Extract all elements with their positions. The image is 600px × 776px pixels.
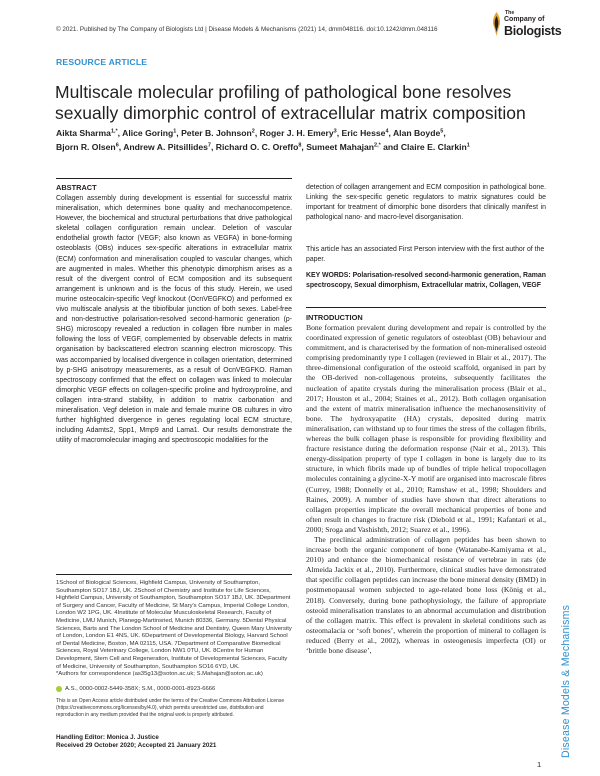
logo-mark-icon [490,11,503,37]
introduction-paragraph: Bone formation prevalent during development and repair is controlled by the coordinated expression of genetic regulators of osteoblast (OB) behaviour and commitment, and is characterised by the formation of non-mineralised osteoid comprising predominantly type I collagen (reviewed in Blair et al., 2017). The three-dimensional configuration of the osteoid scaffold, organised in part by the OB-derived non-collagenous proteins, subsequently facilitates the nucleation of apatite crystals during the mineralisation process (Blair et al., 2017; Houston et al., 2004; Staines et al., 2012). Both collagen organisation and the extent of matrix mineralisation influence the mechanosensitivity of bone. The hydroxyapatite (HA) crystals, deposited during matrix mineralisation, can withstand up to four times the stress of the collagen fibrils, whereas the bulk collagen phase is responsible for providing flexibility and fracture resistance during the deformation response (Nair et al., 2013). This energy-dissipation property of type I collagen in bone is largely due to its structure, in which fibrils made up of bundles of triple helical tropocollagen molecules containing a glycine-X-Y motif are organised into macroscale fibres (Currey, 1988; Donnelly et al., 2010; Ramshaw et al., 1998; Shoulders and Raines, 2009). A number of studies have shown that direct alterations to collagen properties implicate the overall mechanical properties of bone and often result in changes to fracture risk (Diebold et al., 1991; Kafantari et al., 2000; Sroga and Vashishth, 2012; Suarez et al., 1996). [306,323,546,534]
author[interactable]: Richard O. C. Oreffo$^8$ [215,141,302,152]
footnote-rule [56,574,292,575]
journal-side-tab: Disease Models & Mechanisms [560,604,572,758]
intro-top-rule [306,307,546,308]
author[interactable]: Claire E. Clarkin$^1$ [400,141,470,152]
correspondence: *Authors for correspondence (as35g13@soton.ac.uk; S.Mahajan@soton.ac.uk) [56,671,263,677]
abstract-text-right: detection of collagen arrangement and ECM composition in pathological bone. Linking the sex-specific genetic regulators to matrix signatures could be important for treatment of dimorphic bone disorders that clinically manifest in pathological nano- and macro-level disorganisation. [306,184,546,222]
affiliations: 1School of Biological Sciences, Highfield Campus, University of Southampton, Southampton SO17 1BJ, UK. 2School of Chemistry and Institute for Life Sciences, Highfield Campus, University of Southampton, Southampton SO17 1BJ, UK. 3Department of Surgery and Cancer, Faculty of Medicine, St Mary's Campus, Imperial College London, London W2 1PG, UK. 4Institute of Molecular Musculoskeletal Research, Faculty of Medicine, LMU Munich, Planegg-Martinsried, Munich 80336, Germany. 5Dental Physical Sciences, Barts and The London School of Medicine and Dentistry, Queen Mary University of London, London E1 4NS, UK. 6Department of Developmental Biology, Harvard School of Dental Medicine, Boston, MA 02115, USA. 7Department of Comparative Biomedical Sciences, Royal Veterinary College, London NW1 0TU, UK. 8Centre for Human Development, Stem Cell and Regeneration, Institute of Developmental Sciences, Faculty of Medicine, University of Southampton, Southampton SO16 6YD, UK. [56,580,292,670]
introduction-paragraph: The preclinical administration of collagen peptides has been shown to increase both the organic component of bone (Watanabe-Kamiyama et al., 2010) and enhance the biomechanical resistance of vertebrae in rats (de Almeida Jackix et al., 2010). Furthermore, clinical studies have demonstrated that specific collagen peptides can increase the bone mineral density (BMD) in postmenopausal women subjected to age-related bone loss (König et al., 2018). Conversely, during bone pathophysiology, the failure of appropriate osteoid mineralisation translates to an abnormal accumulation and distribution of the collagen matrix. This effect is prevalent in skeletal conditions such as osteomalacia or ‘soft bones’, wherein the proportion of mineral to collagen is reduced (Berry et al., 2002), whereas in osteogenesis imperfecta (OI) or ‘brittle bone disease’, [306,534,546,655]
abstract-heading: ABSTRACT [56,183,97,192]
author-list: Aikta Sharma$^{1,*}$, Alice Goring$^1$, Peter B. Johnson$^2$, Roger J. H. Emery$^3$, Eric Hesse$^4$, Alan Boyde$^5$, Bjorn R. Olsen$^6$, Andrew A. Pitsillides$^7$, Richard O. C. Oreffo$^8$, Sumeet Mahajan$^{2,*}$ and Claire E. Clarkin$^1$ [56,128,470,152]
introduction-heading: INTRODUCTION [306,313,363,322]
author[interactable]: Peter B. Johnson$^2$ [181,128,255,138]
editor-info [56,734,292,751]
logo-text-the: The [505,10,515,16]
keywords: KEY WORDS: Polarisation-resolved second-harmonic generation, Raman spectroscopy, Sexual dimorphism, Extracellular matrix, Collagen, VEGF [306,272,546,290]
abstract-text-left: Collagen assembly during development is essential for successful matrix mineralisation, which determines bone quality and mechanocompetence. However, the biochemical and structural perturbations that drive pathological skeletal collagen configuration remain unclear. Deletion of vascular endothelial growth factor (VEGF; also known as VEGFA) in bone-forming osteoblasts (OBs) induces sex-specific alterations in extracellular matrix (ECM) conformation and mineralisation coupled to vascular changes, which are augmented in males. Whether this phenotypic dimorphism arises as a result of the divergent control of ECM composition and its subsequent arrangement is unknown and is the focus of this study. Herein, we used murine osteocalcin-specific Vegf knockout (OcnVEGFKO) and performed ex vivo multiscale analysis at the tibiofibular junction of both sexes. Label-free and non-destructive polarisation-resolved second-harmonic generation (p-SHG) microscopy revealed a reduction in collagen fibre number in males following the loss of VEGF, complemented by observable defects in matrix organisation by backscattered electron scanning electron microscopy. This was accompanied by localised divergence in collagen orientation, determined by p-SHG anisotropy measurements, as a result of OcnVEGFKO. Raman spectroscopy confirmed that the effect on collagen was linked to molecular dimorphic VEGF effects on collagen-specific proline and hydroxyproline, and collagen intra-strand stability, in addition to matrix carbonation and mineralisation. Vegf deletion in male and female murine OB cultures in vitro further highlighted divergence in genes regulating local ECM structure, including Adamts2, Spp1, Mmp9 and Lama1. Our results demonstrate the utility of macromolecular imaging and spectroscopic modalities for the [56,195,292,445]
introduction-text [306,323,546,656]
logo-text-biologists: Biologists [504,24,562,38]
author[interactable]: Alan Boyde$^5$ [392,128,444,138]
author[interactable]: Alice Goring$^1$ [122,128,177,138]
page-number: 1 [537,760,542,769]
author[interactable]: Roger J. H. Emery$^3$ [259,128,337,138]
handling-editor: Handling Editor: Monica J. Justice [56,734,159,741]
author[interactable]: Bjorn R. Olsen$^6$ [56,141,119,152]
author[interactable]: Sumeet Mahajan$^{2,*}$ [306,141,381,152]
orcid-icon[interactable] [56,686,62,692]
author-conjunction: and [383,141,399,152]
author[interactable]: Aikta Sharma$^{1,*}$ [56,128,118,138]
journal-header: © 2021. Published by The Company of Biologists Ltd | Disease Models & Mechanisms (2021) 14, dmm048116. doi:10.1242/dmm.048116 [56,26,438,33]
first-person-note: This article has an associated First Person interview with the first author of the paper. [306,246,545,264]
abstract-top-rule [56,178,292,179]
orcid-ids[interactable]: A.S., 0000-0002-5449-358X; S.M., 0000-0001-8923-6666 [65,686,216,692]
orcid-row [56,686,292,692]
author[interactable]: Eric Hesse$^4$ [341,128,389,138]
license-text: This is an Open Access article distributed under the terms of the Creative Commons Attribution License (https://creativecommons.org/licenses/by/4.0), which permits unrestricted use, distribution and reproduction in any medium provided that the original work is properly attributed. [56,698,285,718]
article-type: RESOURCE ARTICLE [56,57,148,67]
received-accepted-dates: Received 29 October 2020; Accepted 21 January 2021 [56,742,217,750]
author[interactable]: Andrew A. Pitsillides$^7$ [123,141,211,152]
publisher-logo[interactable] [490,9,562,43]
article-title: Multiscale molecular profiling of pathological bone resolves sexually dimorphic control of extracellular matrix composition [55,82,526,123]
logo-text-company: Company of [504,16,545,23]
